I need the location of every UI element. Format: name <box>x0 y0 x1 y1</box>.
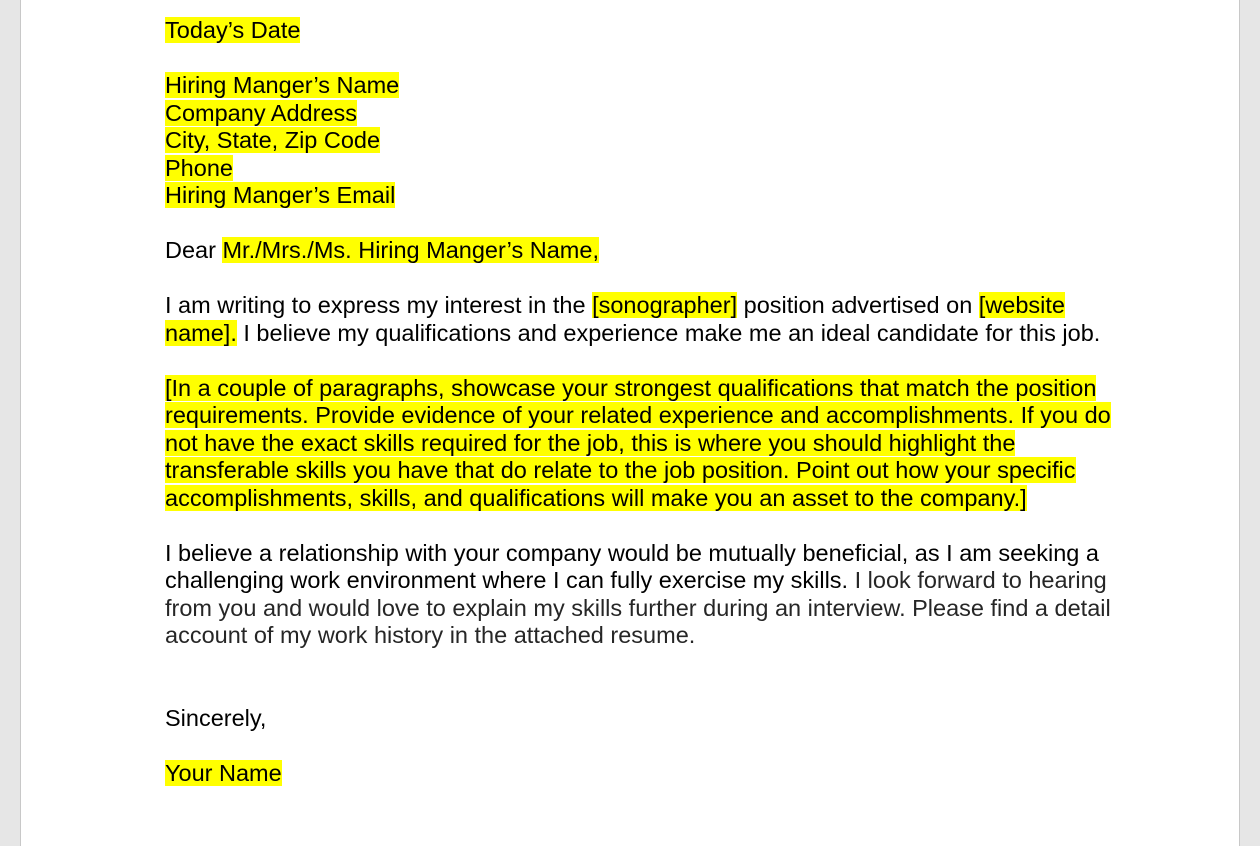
signature-name: Your Name <box>165 759 282 786</box>
intro-part2: position advertised on <box>737 292 979 318</box>
closing-part2: I look forward to hearing from you and would love to explain my skills further during an interview. Please find a detail account of my work history in the attached resume. <box>165 567 1111 648</box>
salutation-prefix: Dear <box>165 237 223 263</box>
salutation-name: Mr./Mrs./Ms. Hiring Manger’s Name, <box>222 237 599 263</box>
body-placeholder-text: [In a couple of paragraphs, showcase your strongest qualifications that match the position requirements. Provide evidence of your related experience and accomplishments. If you do not have the exact skills required for the job, this is where you should highlight the transferable skills you have that do relate to the job position. Point out how your specific accomplishments, skills, and qualifications will make you an asset to the company.] <box>165 374 1111 511</box>
signoff: Sincerely, <box>165 704 267 731</box>
recipient-email: Hiring Manger’s Email <box>165 182 396 208</box>
salutation <box>165 237 1115 265</box>
signature-line <box>165 760 1115 788</box>
document-body[interactable] <box>165 17 1115 787</box>
blank-line <box>165 677 1115 705</box>
recipient-name: Hiring Manger’s Name <box>165 72 400 98</box>
date-line <box>165 17 1115 45</box>
closing-part1: I believe a relationship with your company would be mutually beneficial, as I am seeking a challenging work environment where I can fully exercise my skills. <box>165 539 1099 593</box>
website-placeholder: [website name]. <box>165 292 1066 346</box>
intro-part3: I believe my qualifications and experience make me an ideal candidate for this job. <box>236 319 1101 346</box>
recipient-city-state-zip: City, State, Zip Code <box>165 127 381 153</box>
intro-part1: I am writing to express my interest in the <box>165 292 593 318</box>
body-placeholder-paragraph <box>165 375 1115 513</box>
closing-paragraph <box>165 540 1115 650</box>
recipient-phone: Phone <box>165 154 233 181</box>
document-page <box>20 0 1240 846</box>
position-placeholder: [sonographer] <box>592 292 738 318</box>
date-text: Today’s Date <box>165 17 301 43</box>
recipient-block <box>165 72 1115 210</box>
intro-paragraph <box>165 292 1115 347</box>
recipient-address: Company Address <box>165 99 358 126</box>
